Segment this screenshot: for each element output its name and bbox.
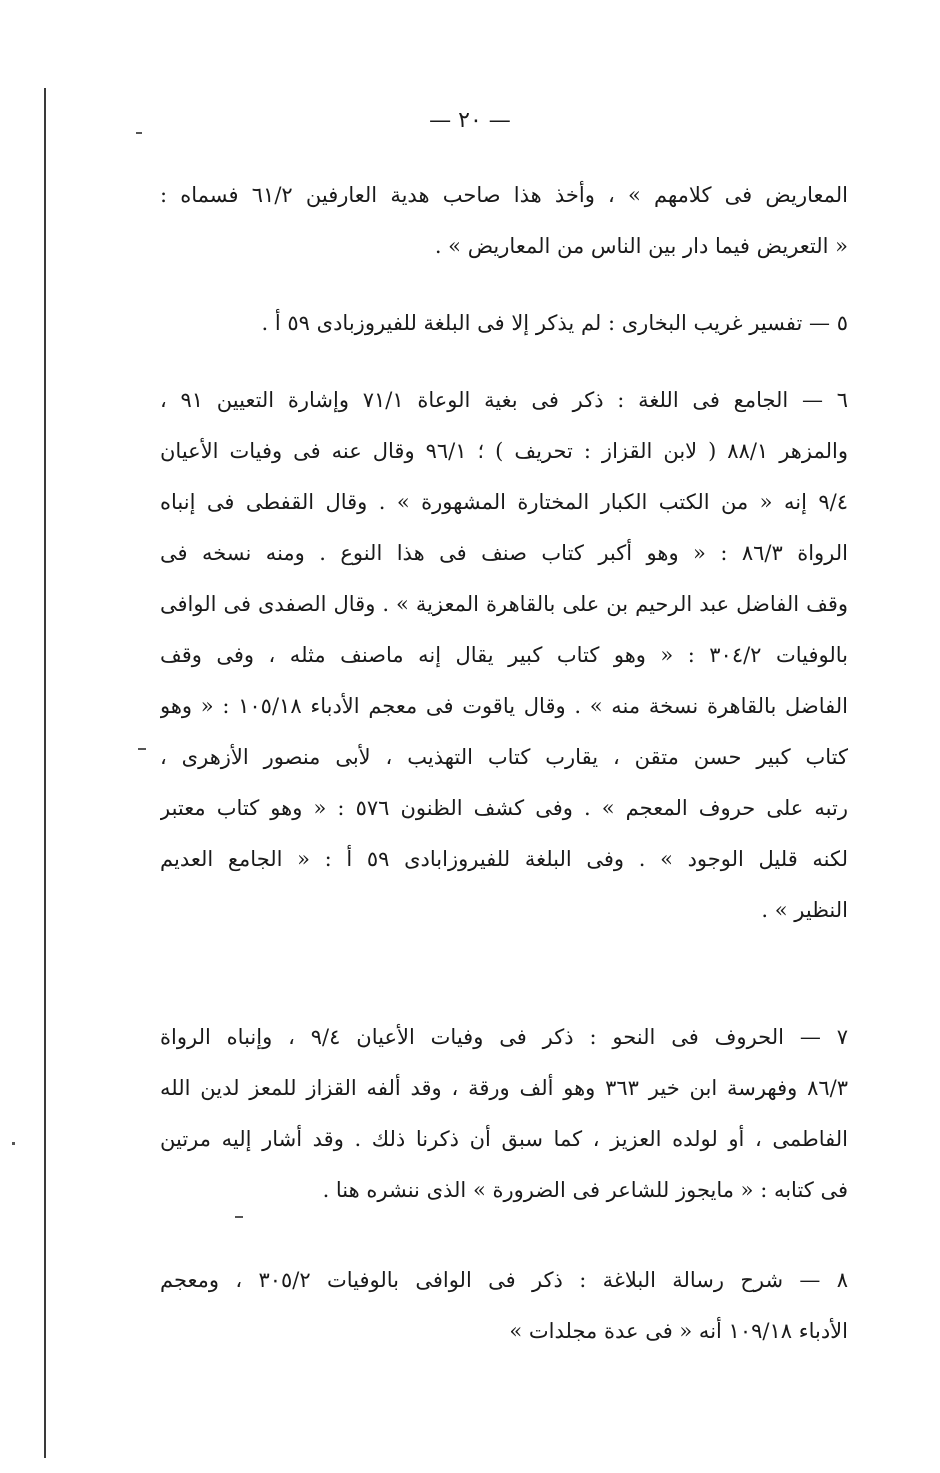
text-line: وقف الفاضل عبد الرحيم بن على بالقاهرة المعزية » . وقال الصفدى فى الوافى bbox=[160, 592, 848, 616]
text-line: بالوفيات ٣٠٤/٢ : « وهو كتاب كبير يقال إنه ماصنف مثله ، وفى وقف bbox=[160, 643, 848, 667]
text-line: ٦ — الجامع فى اللغة : ذكر فى بغية الوعاة ٧١/١ وإشارة التعيين ٩١ ، bbox=[160, 388, 848, 412]
text-line: المعاريض فى كلامهم » ، وأخذ هذا صاحب هدية العارفين ٦١/٢ فسماه : bbox=[160, 183, 848, 207]
text-line: الرواة ٨٦/٣ : « وهو أكبر كتاب صنف فى هذا النوع . ومنه نسخه فى bbox=[160, 541, 848, 565]
paragraph-item-8 bbox=[160, 1255, 848, 1357]
text-line: ٩/٤ إنه « من الكتب الكبار المختارة المشهورة » . وقال القفطى فى إنباه bbox=[160, 490, 848, 514]
text-line: ٧ — الحروف فى النحو : ذكر فى وفيات الأعيان ٩/٤ ، وإنباه الرواة bbox=[160, 1025, 848, 1049]
text-line: كتاب كبير حسن متقن ، يقارب كتاب التهذيب ، لأبى منصور الأزهرى ، bbox=[160, 745, 848, 769]
paragraph-item-6 bbox=[160, 375, 848, 936]
page-number: — ٢٠ — bbox=[429, 108, 511, 133]
text-line: فى كتابه : « مايجوز للشاعر فى الضرورة » الذى ننشره هنا . bbox=[322, 1178, 848, 1202]
text-line: والمزهر ٨٨/١ ( لابن القزاز : تحريف ) ؛ ٩٦/١ وقال عنه فى وفيات الأعيان bbox=[160, 439, 848, 463]
text-line: ٥ — تفسير غريب البخارى : لم يذكر إلا فى البلغة للفيروزبادى ٥٩ أ . bbox=[261, 311, 848, 335]
page-binding-edge bbox=[44, 88, 46, 1458]
ink-speck bbox=[138, 748, 146, 750]
paragraph-continuation bbox=[160, 170, 848, 272]
text-line: « التعريض فيما دار بين الناس من المعاريض » . bbox=[434, 234, 848, 258]
paragraph-item-5 bbox=[160, 298, 848, 349]
text-line: لكنه قليل الوجود » . وفى البلغة للفيروزابادى ٥٩ أ : « الجامع العديم bbox=[160, 847, 848, 871]
text-line: الفاضل بالقاهرة نسخة منه » . وقال ياقوت فى معجم الأدباء ١٠٥/١٨ : « وهو bbox=[160, 694, 848, 718]
ink-speck bbox=[12, 1142, 15, 1145]
ink-speck bbox=[235, 1216, 243, 1218]
text-line: الأدباء ١٠٩/١٨ أنه « فى عدة مجلدات » bbox=[509, 1319, 848, 1343]
text-line: ٨٦/٣ وفهرسة ابن خير ٣٦٣ وهو ألف ورقة ، وقد ألفه القزاز للمعز لدين الله bbox=[160, 1076, 848, 1100]
text-line: النظير » . bbox=[761, 898, 848, 922]
text-line: رتبه على حروف المعجم » . وفى كشف الظنون ٥٧٦ : « وهو كتاب معتبر bbox=[160, 796, 848, 820]
text-line: ٨ — شرح رسالة البلاغة : ذكر فى الوافى بالوفيات ٣٠٥/٢ ، ومعجم bbox=[160, 1268, 848, 1292]
text-line: الفاطمى ، أو لولده العزيز ، كما سبق أن ذكرنا ذلك . وقد أشار إليه مرتين bbox=[160, 1127, 848, 1151]
paragraph-item-7 bbox=[160, 1012, 848, 1216]
